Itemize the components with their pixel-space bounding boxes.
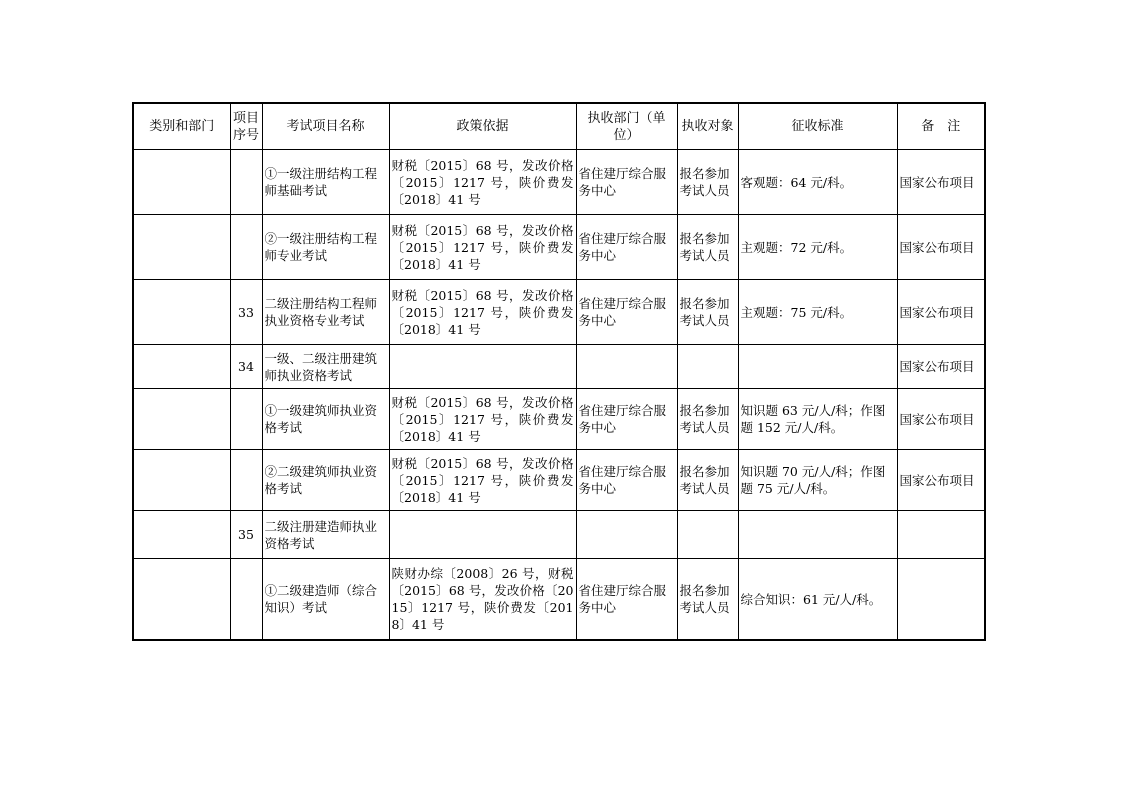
cell-dept: 省住建厅综合服务中心 [576, 559, 677, 641]
cell-dept: 省住建厅综合服务中心 [576, 215, 677, 280]
cell-standard: 主观题：75 元/科。 [738, 280, 897, 345]
cell-basis [389, 511, 576, 559]
cell-dept: 省住建厅综合服务中心 [576, 389, 677, 450]
cell-dept: 省住建厅综合服务中心 [576, 150, 677, 215]
cell-seq [230, 215, 262, 280]
cell-name: 一级、二级注册建筑师执业资格考试 [262, 345, 389, 389]
header-dept: 执收部门（单位） [576, 103, 677, 150]
cell-category [133, 150, 230, 215]
cell-category [133, 389, 230, 450]
cell-note: 国家公布项目 [897, 389, 985, 450]
header-target: 执收对象 [677, 103, 738, 150]
cell-standard: 综合知识：61 元/人/科。 [738, 559, 897, 641]
cell-seq [230, 450, 262, 511]
header-name: 考试项目名称 [262, 103, 389, 150]
cell-standard: 知识题 63 元/人/科；作图题 152 元/人/科。 [738, 389, 897, 450]
cell-name: ②二级建筑师执业资格考试 [262, 450, 389, 511]
cell-seq: 35 [230, 511, 262, 559]
cell-category [133, 559, 230, 641]
header-basis: 政策依据 [389, 103, 576, 150]
header-row [133, 103, 985, 150]
cell-name: ①一级建筑师执业资格考试 [262, 389, 389, 450]
cell-seq: 34 [230, 345, 262, 389]
table-row [133, 150, 985, 215]
cell-seq: 33 [230, 280, 262, 345]
cell-target: 报名参加考试人员 [677, 559, 738, 641]
cell-name: ②一级注册结构工程师专业考试 [262, 215, 389, 280]
cell-name: 二级注册建造师执业资格考试 [262, 511, 389, 559]
table-row [133, 345, 985, 389]
header-note: 备 注 [897, 103, 985, 150]
cell-target: 报名参加考试人员 [677, 215, 738, 280]
cell-basis [389, 345, 576, 389]
cell-note [897, 511, 985, 559]
cell-name: ①一级注册结构工程师基础考试 [262, 150, 389, 215]
fee-table [132, 102, 986, 641]
cell-target: 报名参加考试人员 [677, 280, 738, 345]
cell-name: ①二级建造师（综合知识）考试 [262, 559, 389, 641]
table-row [133, 450, 985, 511]
cell-note: 国家公布项目 [897, 280, 985, 345]
cell-note: 国家公布项目 [897, 345, 985, 389]
cell-standard: 客观题：64 元/科。 [738, 150, 897, 215]
cell-basis: 财税〔2015〕68 号，发改价格〔2015〕1217 号，陕价费发〔2018〕41 号 [389, 150, 576, 215]
cell-category [133, 511, 230, 559]
header-seq: 项目序号 [230, 103, 262, 150]
cell-dept [576, 511, 677, 559]
cell-seq [230, 559, 262, 641]
cell-dept [576, 345, 677, 389]
cell-basis: 财税〔2015〕68 号，发改价格〔2015〕1217 号，陕价费发〔2018〕41 号 [389, 280, 576, 345]
cell-target [677, 511, 738, 559]
cell-note: 国家公布项目 [897, 215, 985, 280]
cell-category [133, 215, 230, 280]
cell-basis: 陕财办综〔2008〕26 号，财税〔2015〕68 号，发改价格〔2015〕1217 号，陕价费发〔2018〕41 号 [389, 559, 576, 641]
cell-standard: 主观题：72 元/科。 [738, 215, 897, 280]
header-category: 类别和部门 [133, 103, 230, 150]
table-row [133, 280, 985, 345]
cell-basis: 财税〔2015〕68 号，发改价格〔2015〕1217 号，陕价费发〔2018〕41 号 [389, 389, 576, 450]
cell-standard: 知识题 70 元/人/科；作图题 75 元/人/科。 [738, 450, 897, 511]
cell-target: 报名参加考试人员 [677, 389, 738, 450]
cell-standard [738, 345, 897, 389]
cell-basis: 财税〔2015〕68 号，发改价格〔2015〕1217 号，陕价费发〔2018〕41 号 [389, 215, 576, 280]
cell-category [133, 345, 230, 389]
cell-note: 国家公布项目 [897, 450, 985, 511]
cell-category [133, 450, 230, 511]
header-standard: 征收标准 [738, 103, 897, 150]
cell-seq [230, 389, 262, 450]
cell-target: 报名参加考试人员 [677, 150, 738, 215]
cell-name: 二级注册结构工程师执业资格专业考试 [262, 280, 389, 345]
table-row [133, 215, 985, 280]
table-row [133, 511, 985, 559]
cell-dept: 省住建厅综合服务中心 [576, 450, 677, 511]
cell-standard [738, 511, 897, 559]
cell-target: 报名参加考试人员 [677, 450, 738, 511]
table-row [133, 559, 985, 641]
cell-dept: 省住建厅综合服务中心 [576, 280, 677, 345]
cell-target [677, 345, 738, 389]
cell-note: 国家公布项目 [897, 150, 985, 215]
cell-note [897, 559, 985, 641]
cell-basis: 财税〔2015〕68 号，发改价格〔2015〕1217 号，陕价费发〔2018〕41 号 [389, 450, 576, 511]
cell-category [133, 280, 230, 345]
table-row [133, 389, 985, 450]
cell-seq [230, 150, 262, 215]
